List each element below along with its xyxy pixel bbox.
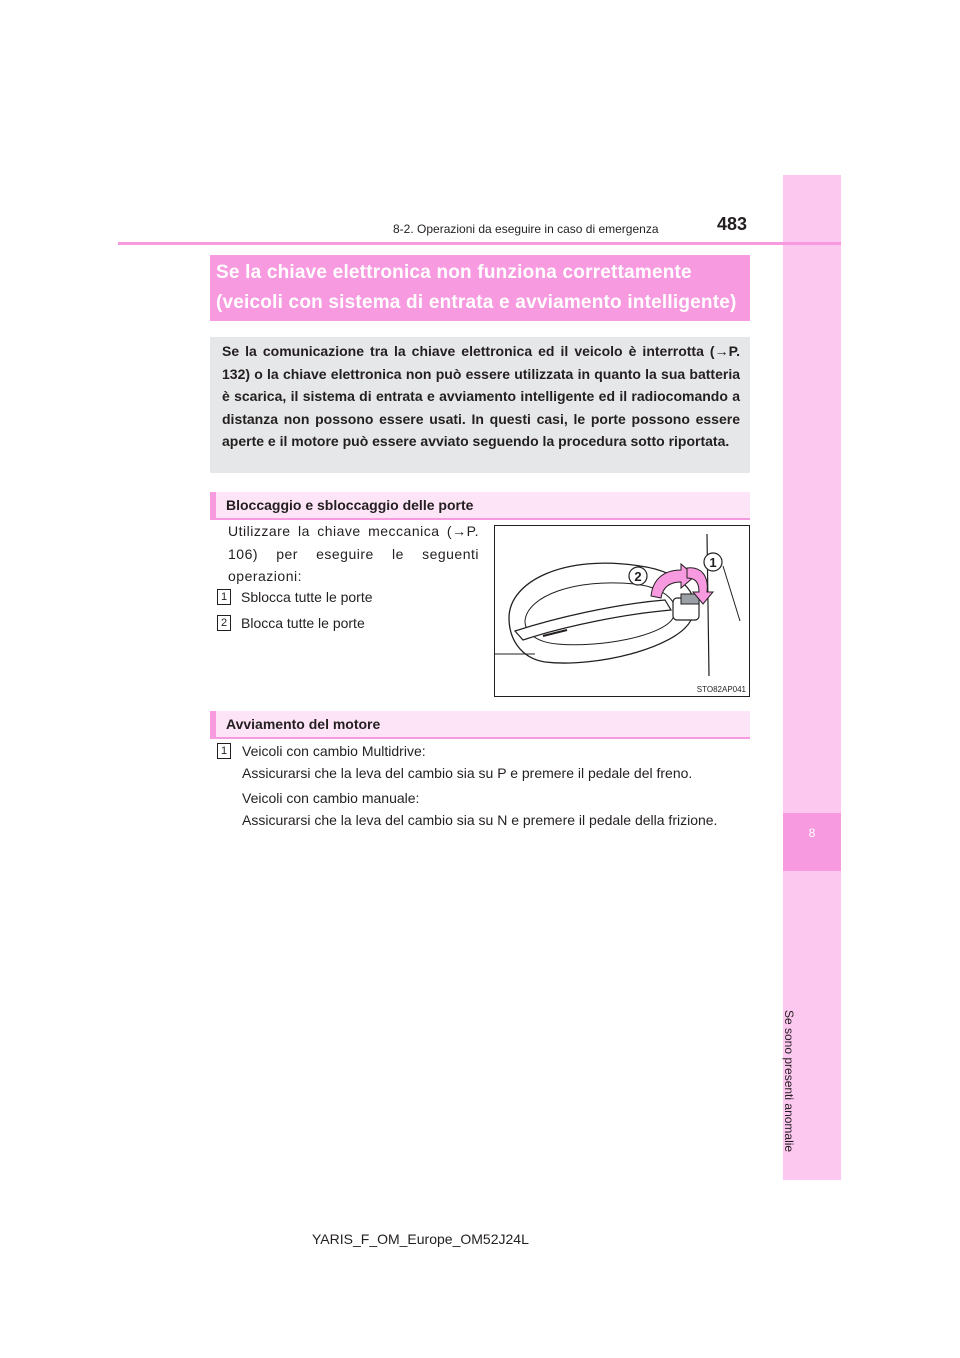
chapter-tab-marker [783,813,841,871]
page-number: 483 [717,214,748,234]
chapter-number: 8 [808,826,816,840]
chapter-title: Se sono presenti anomalie [782,1010,796,1153]
main-heading-line1: Se la chiave elettronica non funziona correttamente [216,262,692,283]
door-handle-figure [494,525,750,697]
subheading-engine-start [210,711,750,739]
callout-1-label: 1 [709,555,717,570]
multidrive-title: Veicoli con cambio Multidrive: [242,743,426,759]
section-title: 8-2. Operazioni da eseguire in caso di emergenza [393,222,659,236]
step-badge-2: 2 [217,615,231,631]
step-badge-1: 1 [217,589,231,605]
manual-text: Assicurarsi che la leva del cambio sia su N e premere il pedale della frizione. [242,812,718,828]
callout-2-label: 2 [634,569,642,584]
subheading-locking-label: Bloccaggio e sbloccaggio delle porte [226,497,474,513]
step-label-lock: Blocca tutte le porte [241,615,365,631]
manual-title: Veicoli con cambio manuale: [242,790,420,806]
footer-doc-code: YARIS_F_OM_Europe_OM52J24L [312,1231,529,1247]
subheading-engine-start-label: Avviamento del motore [226,716,381,732]
subheading-locking [210,492,750,520]
multidrive-text: Assicurarsi che la leva del cambio sia su P e premere il pedale del freno. [242,765,693,781]
step-label-unlock: Sblocca tutte le porte [241,589,373,605]
header-rule [118,242,841,245]
main-heading [210,255,750,321]
start-step-badge-1: 1 [217,743,231,759]
main-heading-line2: (veicoli con sistema di entrata e avviamento intelligente) [216,292,737,313]
figure-code: STO82AP041 [696,685,746,694]
door-handle-illustration [495,526,749,696]
intro-text: Se la comunicazione tra la chiave elettronica ed il veicolo è interrotta (→P. 132) o la chiave elettronica non può essere utilizzata in quanto la sua batteria è scarica, il sistema di entrata e avviamento intelligente ed il radiocomando a distanza non possono essere usati. In questi casi, le porte possono essere aperte e il motore può essere avviato seguendo la procedura sotto riportata. [222,343,740,450]
locking-text: Utilizzare la chiave meccanica (→P. 106) per eseguire le seguenti operazioni: [228,523,479,584]
